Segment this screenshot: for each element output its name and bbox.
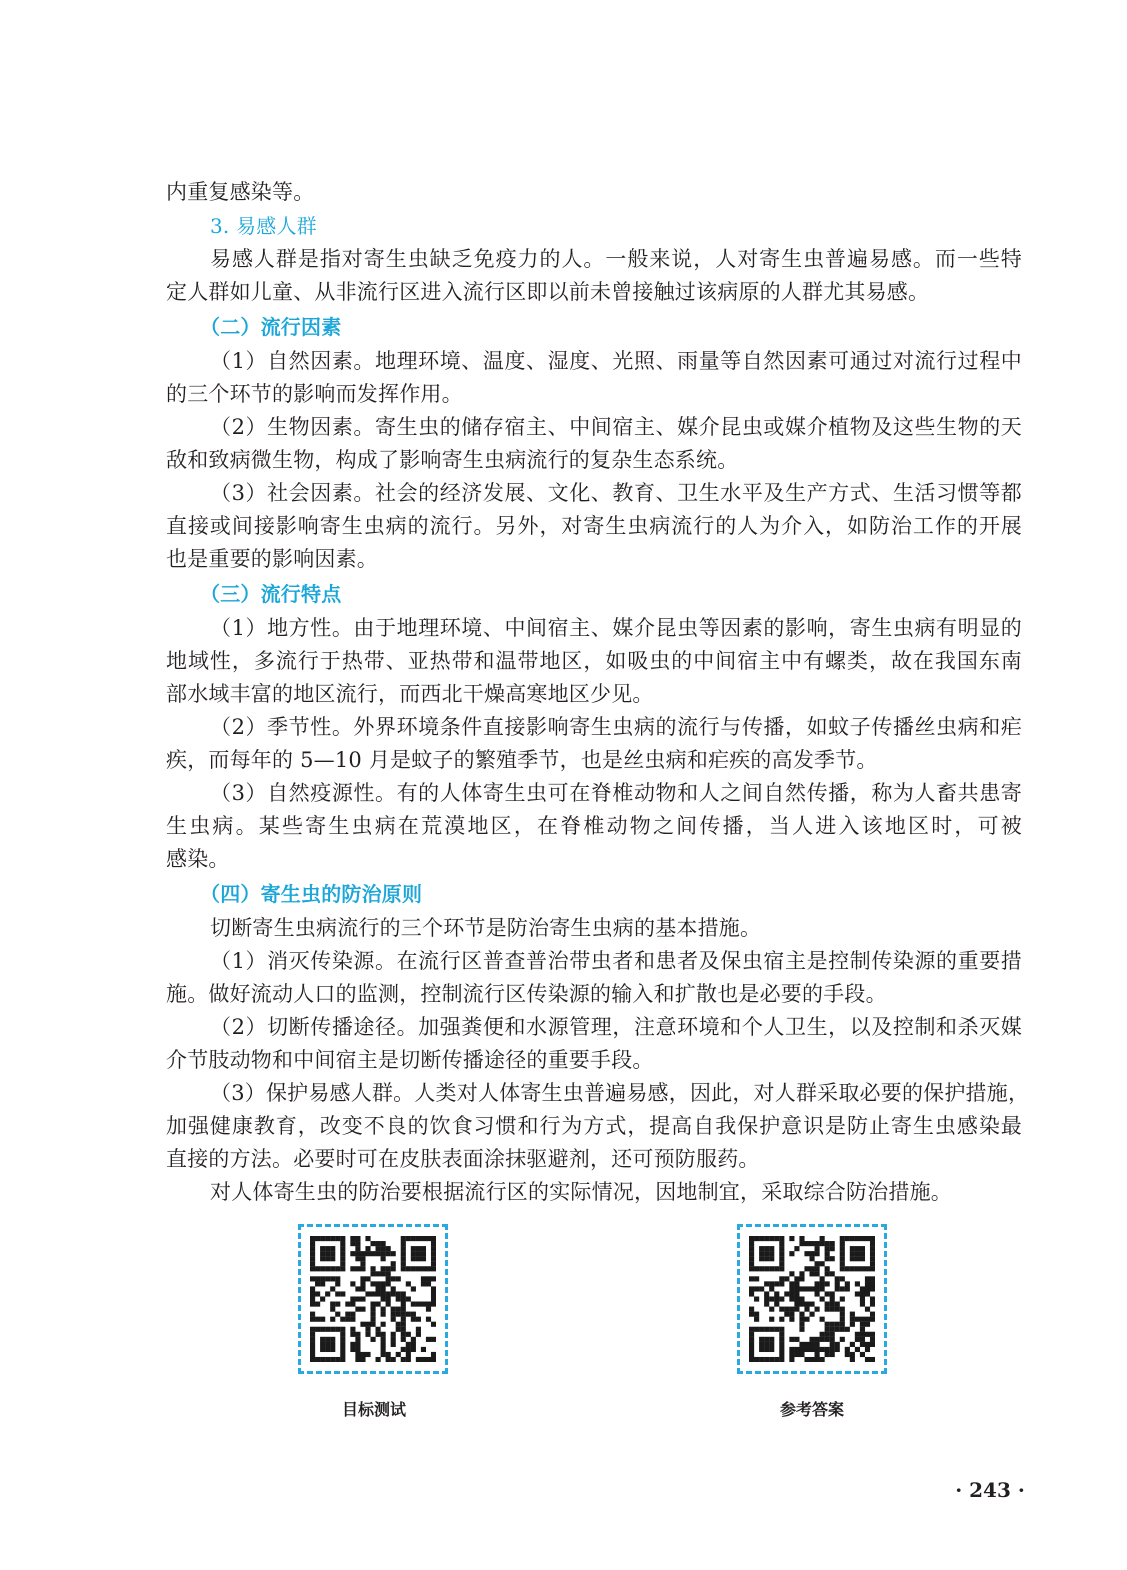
body-line: 地域性，多流行于热带、亚热带和温带地区，如吸虫的中间宿主中有螺类，故在我国东南 [166,649,1022,673]
body-line: （3）保护易感人群。人类对人体寄生虫普遍易感，因此，对人群采取必要的保护措施， [210,1081,1030,1105]
qr-caption-target-test: 目标测试 [341,1400,406,1419]
body-line: 感染。 [166,847,230,871]
qr-code-target-test[interactable] [298,1224,448,1374]
qr-code-icon [749,1236,875,1362]
body-line: （3）社会因素。社会的经济发展、文化、教育、卫生水平及生产方式、生活习惯等都 [210,481,1022,505]
body-line: 易感人群是指对寄生虫缺乏免疫力的人。一般来说，人对寄生虫普遍易感。而一些特 [210,247,1022,271]
qr-code-answers[interactable] [737,1224,887,1374]
body-line: （1）消灭传染源。在流行区普查普治带虫者和患者及保虫宿主是控制传染源的重要措 [210,949,1022,973]
page-number: · 243 · [955,1478,1025,1502]
body-line: 疾，而每年的 5—10 月是蚊子的繁殖季节，也是丝虫病和疟疾的高发季节。 [166,748,878,772]
body-line: 定人群如儿童、从非流行区进入流行区即以前未曾接触过该病原的人群尤其易感。 [166,280,930,304]
qr-code-icon [310,1236,436,1362]
body-line: 加强健康教育，改变不良的饮食习惯和行为方式，提高自我保护意识是防止寄生虫感染最 [166,1114,1022,1138]
body-line: （3）自然疫源性。有的人体寄生虫可在脊椎动物和人之间自然传播，称为人畜共患寄 [210,781,1022,805]
section-heading-prevention: （四）寄生虫的防治原则 [200,882,423,906]
body-line: 敌和致病微生物，构成了影响寄生虫病流行的复杂生态系统。 [166,448,739,472]
subsection-heading: 3. 易感人群 [210,214,317,238]
section-heading-factors: （二）流行因素 [200,315,342,339]
body-line: （2）切断传播途径。加强粪便和水源管理，注意环境和个人卫生，以及控制和杀灭媒 [210,1015,1022,1039]
body-line: 对人体寄生虫的防治要根据流行区的实际情况，因地制宜，采取综合防治措施。 [210,1180,952,1204]
body-line: 也是重要的影响因素。 [166,547,378,571]
body-line: 内重复感染等。 [166,180,315,204]
body-line: （1）自然因素。地理环境、温度、湿度、光照、雨量等自然因素可通过对流行过程中 [210,349,1022,373]
body-line: 施。做好流动人口的监测，控制流行区传染源的输入和扩散也是必要的手段。 [166,982,887,1006]
body-line: 的三个环节的影响而发挥作用。 [166,382,463,406]
body-line: （2）季节性。外界环境条件直接影响寄生虫病的流行与传播，如蚊子传播丝虫病和疟 [210,715,1022,739]
body-line: （1）地方性。由于地理环境、中间宿主、媒介昆虫等因素的影响，寄生虫病有明显的 [210,616,1022,640]
body-line: 直接或间接影响寄生虫病的流行。另外，对寄生虫病流行的人为介入，如防治工作的开展 [166,514,1022,538]
body-line: 部水域丰富的地区流行，而西北干燥高寒地区少见。 [166,682,654,706]
body-line: 介节肢动物和中间宿主是切断传播途径的重要手段。 [166,1048,654,1072]
section-heading-features: （三）流行特点 [200,582,342,606]
body-line: 切断寄生虫病流行的三个环节是防治寄生虫病的基本措施。 [210,916,762,940]
body-line: 生虫病。某些寄生虫病在荒漠地区，在脊椎动物之间传播，当人进入该地区时，可被 [166,814,1022,838]
body-line: （2）生物因素。寄生虫的储存宿主、中间宿主、媒介昆虫或媒介植物及这些生物的天 [210,415,1022,439]
body-line: 直接的方法。必要时可在皮肤表面涂抹驱避剂，还可预防服药。 [166,1147,760,1171]
qr-caption-answers: 参考答案 [779,1400,844,1419]
